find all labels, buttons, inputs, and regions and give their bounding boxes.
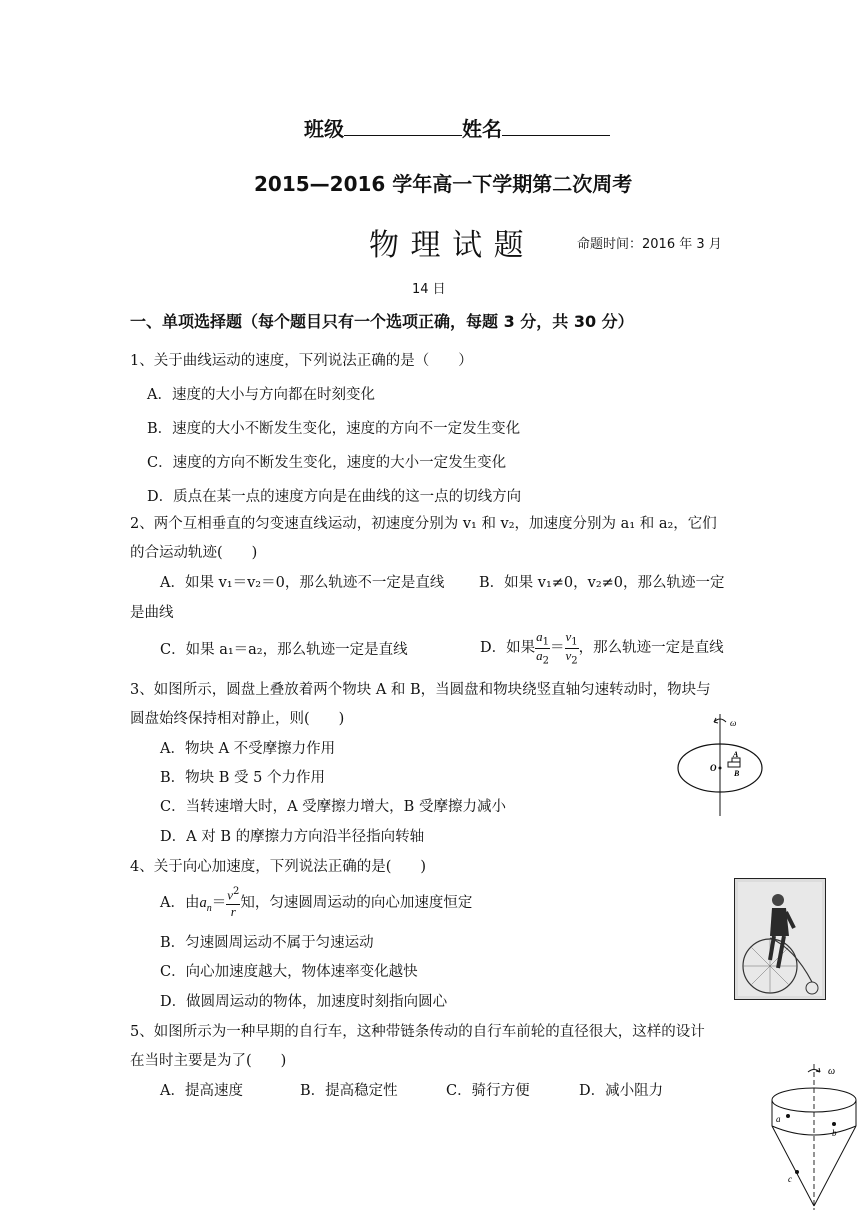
cone-omega-label: ω [828,1066,836,1077]
q3-option-a: A．物块 A 不受摩擦力作用 [160,741,336,757]
class-blank [344,115,462,136]
q2-option-c: C．如果 a₁＝a₂，那么轨迹一定是直线 [160,642,408,658]
q3-option-d: D．A 对 B 的摩擦力方向沿半径指向转轴 [160,829,425,845]
q2-option-d-suffix: ，那么轨迹一定是直线 [578,640,724,657]
exam-title: 2015—2016 学年高一下学期第二次周考 [254,172,633,196]
q4-option-a-prefix: A．由 [160,894,200,911]
q3-option-c: C．当转速增大时，A 受摩擦力增大，B 受摩擦力减小 [160,799,506,815]
cone-c-label: c [788,1174,792,1184]
fraction-a1-a2: $\frac{a_1}{a_2}$ [536,629,550,667]
q2-stem-2: 的合运动轨迹( ) [130,545,258,561]
fraction-v1-v2: $\frac{v_1}{v_2}$ [565,629,578,667]
a-label: A [733,750,739,759]
q3-option-b: B．物块 B 受 5 个力作用 [160,770,325,786]
cone-a-label: a [776,1114,781,1124]
q3-stem-1: 3、如图所示，圆盘上叠放着两个物块 A 和 B，当圆盘和物块绕竖直轴匀速转动时，物块与 [130,682,711,698]
q1-option-d: D．质点在某一点的速度方向是在曲线的这一点的切线方向 [147,489,522,505]
b-label: B [734,769,740,778]
q2-option-b-2: 是曲线 [130,605,174,621]
fraction-v2-r: $\frac{v^2}{r}$ [227,886,240,919]
q5-option-b: B．提高稳定性 [300,1083,398,1099]
q2-option-d-prefix: D．如果 [480,640,536,657]
cone-b-label: b [832,1128,837,1138]
q5-stem-2: 在当时主要是为了( ) [130,1053,287,1069]
penny-farthing-photo [734,878,826,1000]
q1-stem: 1、关于曲线运动的速度，下列说法正确的是（ ） [130,353,473,369]
omega-label: ω [730,718,737,728]
date-line-2: 14 日 [412,282,446,297]
name-label: 姓名 [462,117,502,141]
q1-option-a: A．速度的大小与方向都在时刻变化 [147,387,375,403]
q2-option-a: A．如果 v₁＝v₂＝0，那么轨迹不一定是直线 [160,575,445,591]
q5-option-a: A．提高速度 [160,1083,243,1099]
rotating-cone-figure [764,1062,858,1212]
q5-option-c: C．骑行方便 [446,1083,530,1099]
q2-option-d: D．如果 $\frac{a_1}{a_2}$ ＝ $\frac{v_1}{v_2}$ ，那么轨迹一定是直线 [480,629,724,667]
q5-stem-1: 5、如图所示为一种早期的自行车，这种带链条传动的自行车前轮的直径很大，这样的设计 [130,1024,705,1040]
q4-option-a-suffix: 知，匀速圆周运动的向心加速度恒定 [240,894,473,911]
class-label: 班级 [304,117,344,141]
date-line-1: 命题时间：2016 年 3 月 [577,237,722,252]
class-name-line [304,113,610,142]
q5-option-d: D．减小阻力 [579,1083,664,1099]
q4-stem: 4、关于向心加速度，下列说法正确的是( ) [130,859,427,875]
q2-stem-1: 2、两个互相垂直的匀变速直线运动，初速度分别为 v₁ 和 v₂，加速度分别为 a₁ 和 a₂，它们 [130,516,717,532]
rotating-disc-figure [672,710,772,820]
name-blank [502,115,610,136]
section-heading: 一、单项选择题（每个题目只有一个选项正确，每题 3 分，共 30 分） [130,312,634,331]
q1-option-c: C．速度的方向不断发生变化，速度的大小一定发生变化 [147,455,507,471]
q1-option-b: B．速度的大小不断发生变化，速度的方向不一定发生变化 [147,421,521,437]
q4-option-b: B．匀速圆周运动不属于匀速运动 [160,935,374,951]
subject-title: 物 理 试 题 [369,228,525,263]
q4-option-c: C．向心加速度越大，物体速率变化越快 [160,964,418,980]
o-label: O [710,763,717,773]
q2-option-b-1: B．如果 v₁≠0，v₂≠0，那么轨迹一定 [479,575,725,591]
q4-option-d: D．做圆周运动的物体，加速度时刻指向圆心 [160,994,448,1010]
q3-stem-2: 圆盘始终保持相对静止，则( ) [130,711,345,727]
q4-option-a: A．由$a_n=$ $\frac{v^2}{r}$ 知，匀速圆周运动的向心加速度恒定 [160,886,473,919]
